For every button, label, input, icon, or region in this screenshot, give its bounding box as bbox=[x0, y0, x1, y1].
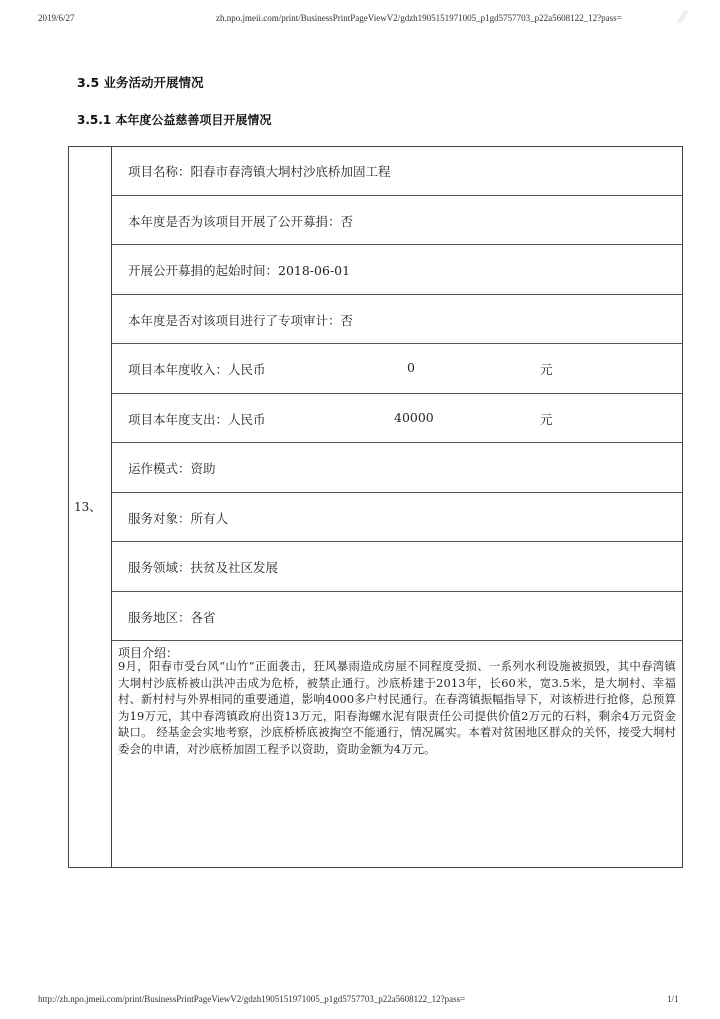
page-number: 1/1 bbox=[667, 994, 679, 1004]
public-fundraising: 本年度是否为该项目开展了公开募捐：否 bbox=[128, 213, 354, 229]
project-intro bbox=[112, 642, 683, 868]
row-expense bbox=[112, 394, 683, 444]
footer-url: http://zh.npo.jmeii.com/print/BusinessPrintPageViewV2/gdzh1905151971005_p1gd5757703_p22a5608122_12?pass= bbox=[38, 994, 466, 1004]
section-subheading: 3.5.1 本年度公益慈善项目开展情况 bbox=[77, 113, 272, 127]
row-fundraising-start bbox=[112, 245, 683, 295]
expense-label: 项目本年度支出：人民币 bbox=[128, 411, 266, 427]
project-index: 13、 bbox=[74, 500, 102, 514]
project-name: 项目名称：阳春市春湾镇大垌村沙底桥加固工程 bbox=[128, 164, 391, 179]
income-amount: 0 bbox=[407, 360, 415, 375]
income-label: 项目本年度收入：人民币 bbox=[128, 362, 266, 377]
print-footer bbox=[0, 990, 720, 1010]
row-project-name bbox=[112, 146, 683, 196]
row-service-region bbox=[112, 592, 683, 642]
row-income bbox=[112, 344, 683, 394]
row-service-field bbox=[112, 542, 683, 592]
scan-mark-icon: ⁄⁄ bbox=[680, 8, 686, 27]
income-unit: 元 bbox=[540, 362, 553, 377]
fundraising-start: 开展公开募捐的起始时间：2018-06-01 bbox=[128, 263, 351, 278]
print-url: zh.npo.jmeii.com/print/BusinessPrintPageViewV2/gdzh1905151971005_p1gd5757703_p22a5608122_12?pass= bbox=[216, 13, 622, 23]
section-heading: 3.5 业务活动开展情况 bbox=[77, 75, 204, 90]
expense-unit: 元 bbox=[540, 411, 553, 427]
print-date: 2019/6/27 bbox=[38, 13, 75, 23]
row-operation-mode bbox=[112, 443, 683, 493]
project-intro-title: 项目介绍： bbox=[118, 646, 179, 660]
row-service-target bbox=[112, 493, 683, 543]
row-public-fundraising bbox=[112, 196, 683, 246]
service-target: 服务对象：所有人 bbox=[128, 510, 229, 526]
operation-mode: 运作模式：资助 bbox=[128, 461, 216, 476]
print-header bbox=[0, 0, 720, 30]
project-intro-body: 9月，阳春市受台风“山竹”正面袭击，狂风暴雨造成房屋不同程度受损、一系列水利设施被损毁，其中春湾镇大垌村沙底桥被山洪冲击成为危桥，被禁止通行。沙底桥建于2013年，长60米，宽3.5米，是大垌村、幸福村、新村村与外界相同的重要通道，影响4000多户村民通行。在春湾镇振幅指导下，对该桥进行抢修，总预算为19万元，其中春湾镇政府出资13万元，阳春海螺水泥有限责任公司提供价值2万元的石料，剩余4万元资金缺口。 经基金会实地考察，沙底桥桥底被掏空不能通行，情况属实。本着对贫困地区群众的关怀，接受大垌村委会的申请，对沙底桥加固工程予以资助，资助金额为4万元。 bbox=[118, 659, 676, 756]
service-region: 服务地区：各省 bbox=[128, 609, 216, 625]
expense-amount: 40000 bbox=[394, 409, 434, 425]
service-field: 服务领域：扶贫及社区发展 bbox=[128, 560, 279, 575]
row-special-audit bbox=[112, 295, 683, 345]
special-audit: 本年度是否对该项目进行了专项审计：否 bbox=[128, 312, 354, 328]
